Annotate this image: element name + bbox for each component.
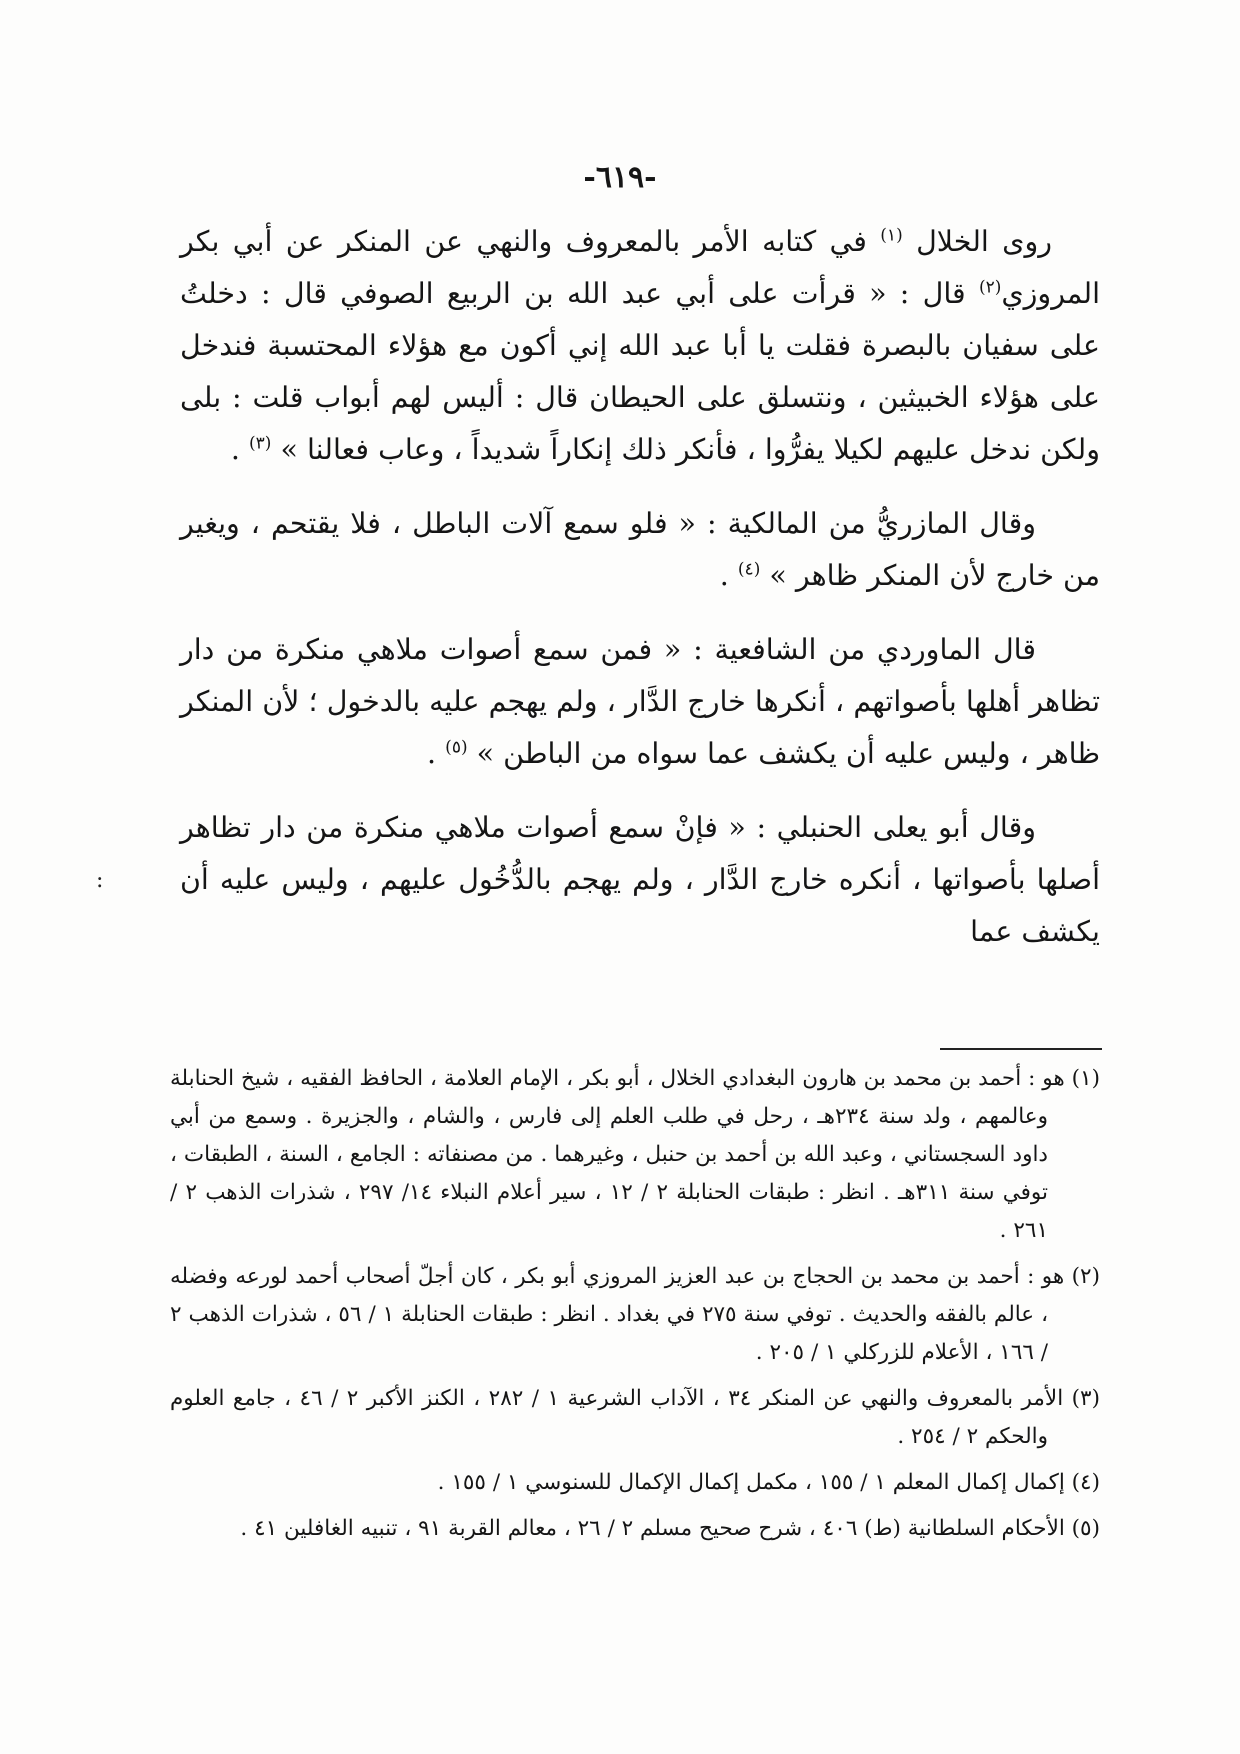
footnote-ref: (٤) <box>737 559 761 580</box>
footnote-ref: (٥) <box>445 737 468 758</box>
footnote-number: (٢) <box>1071 1264 1100 1289</box>
paragraph-2 <box>180 498 1100 602</box>
footnotes <box>170 1060 1100 1556</box>
footnote-2 <box>170 1258 1100 1372</box>
footnote-ref: (١) <box>880 225 903 246</box>
footnote-number: (٣) <box>1071 1386 1100 1411</box>
footnote-separator <box>940 1048 1102 1050</box>
footnote-ref: (٢) <box>978 277 1002 298</box>
footnote-text: هو : أحمد بن محمد بن هارون البغدادي الخلال ، أبو بكر ، الإمام العلامة ، الحافظ الفقيه ، شيخ الحنابلة وعالمهم ، ولد سنة ٢٣٤هـ ، رحل في طلب العلم إلى فارس ، والشام ، والجزيرة . وسمع من أبي داود السجستاني ، وعبد الله بن أحمد بن حنبل ، وغيرهما . من مصنفاته : الجامع ، السنة ، الطبقات ، توفي سنة ٣١١هـ . انظر : طبقات الحنابلة ٢ / ١٢ ، سير أعلام النبلاء ١٤/ ٢٩٧ ، شذرات الذهب ٢ / ٢٦١ . <box>170 1066 1065 1243</box>
paragraph-text: قال : « قرأت على أبي عبد الله بن الربيع الصوفي قال : دخلتُ على سفيان بالبصرة فقلت يا أبا عبد الله إني أكون مع هؤلاء المحتسبة فندخل على هؤلاء الخبيثين ، ونتسلق على الحيطان قال : أليس لهم أبواب قلت : بلى ولكن ندخل عليهم لكيلا يفرُّوا ، فأنكر ذلك إنكاراً شديداً ، وعاب فعالنا » <box>180 277 1100 466</box>
paragraph-end: . <box>427 737 437 770</box>
paragraph-end: . <box>719 559 729 592</box>
paragraph-4 <box>180 802 1100 958</box>
paragraph-text: في كتابه الأمر بالمعروف والنهي عن المنكر عن أبي بكر المروزي <box>180 225 1100 310</box>
footnote-1 <box>170 1060 1100 1250</box>
main-text <box>180 216 1100 980</box>
footnote-number: (٥) <box>1071 1516 1100 1541</box>
margin-mark: : <box>96 868 104 893</box>
footnote-4 <box>170 1464 1100 1502</box>
paragraph-3 <box>180 624 1100 780</box>
footnote-text: الأحكام السلطانية (ط) ٤٠٦ ، شرح صحيح مسلم ٢ / ٢٦ ، معالم القربة ٩١ ، تنبيه الغافلين ٤١ . <box>240 1516 1065 1541</box>
footnote-5 <box>170 1510 1100 1548</box>
footnote-ref: (٣) <box>249 433 272 454</box>
paragraph-text: وقال المازريُّ من المالكية : « فلو سمع آلات الباطل ، فلا يقتحم ، ويغير من خارج لأن المنكر ظاهر » <box>180 507 1100 592</box>
paragraph-text: روى الخلال <box>916 225 1052 258</box>
paragraph-1 <box>180 216 1100 476</box>
footnote-number: (١) <box>1071 1066 1100 1091</box>
paragraph-text: قال الماوردي من الشافعية : « فمن سمع أصوات ملاهي منكرة من دار تظاهر أهلها بأصواتهم ، أنكرها خارج الدَّار ، ولم يهجم عليه بالدخول ؛ لأن المنكر ظاهر ، وليس عليه أن يكشف عما سواه من الباطن » <box>180 633 1100 770</box>
footnote-text: هو : أحمد بن محمد بن الحجاج بن عبد العزيز المروزي أبو بكر ، كان أجلّ أصحاب أحمد لورعه وفضله ، عالم بالفقه والحديث . توفي سنة ٢٧٥ في بغداد . انظر : طبقات الحنابلة ١ / ٥٦ ، شذرات الذهب ٢ / ١٦٦ ، الأعلام للزركلي ١ / ٢٠٥ . <box>170 1264 1065 1365</box>
footnote-3 <box>170 1380 1100 1456</box>
paragraph-text: وقال أبو يعلى الحنبلي : « فإنْ سمع أصوات ملاهي منكرة من دار تظاهر أصلها بأصواتها ، أنكره خارج الدَّار ، ولم يهجم بالدُّخُول عليهم ، وليس عليه أن يكشف عما <box>180 811 1100 948</box>
page-number: -٦١٩- <box>583 160 657 195</box>
footnote-text: الأمر بالمعروف والنهي عن المنكر ٣٤ ، الآداب الشرعية ١ / ٢٨٢ ، الكنز الأكبر ٢ / ٤٦ ، جامع العلوم والحكم ٢ / ٢٥٤ . <box>170 1386 1064 1449</box>
paragraph-end: . <box>230 433 240 466</box>
footnote-text: إكمال إكمال المعلم ١ / ١٥٥ ، مكمل إكمال الإكمال للسنوسي ١ / ١٥٥ . <box>437 1470 1065 1495</box>
footnote-number: (٤) <box>1071 1470 1100 1495</box>
